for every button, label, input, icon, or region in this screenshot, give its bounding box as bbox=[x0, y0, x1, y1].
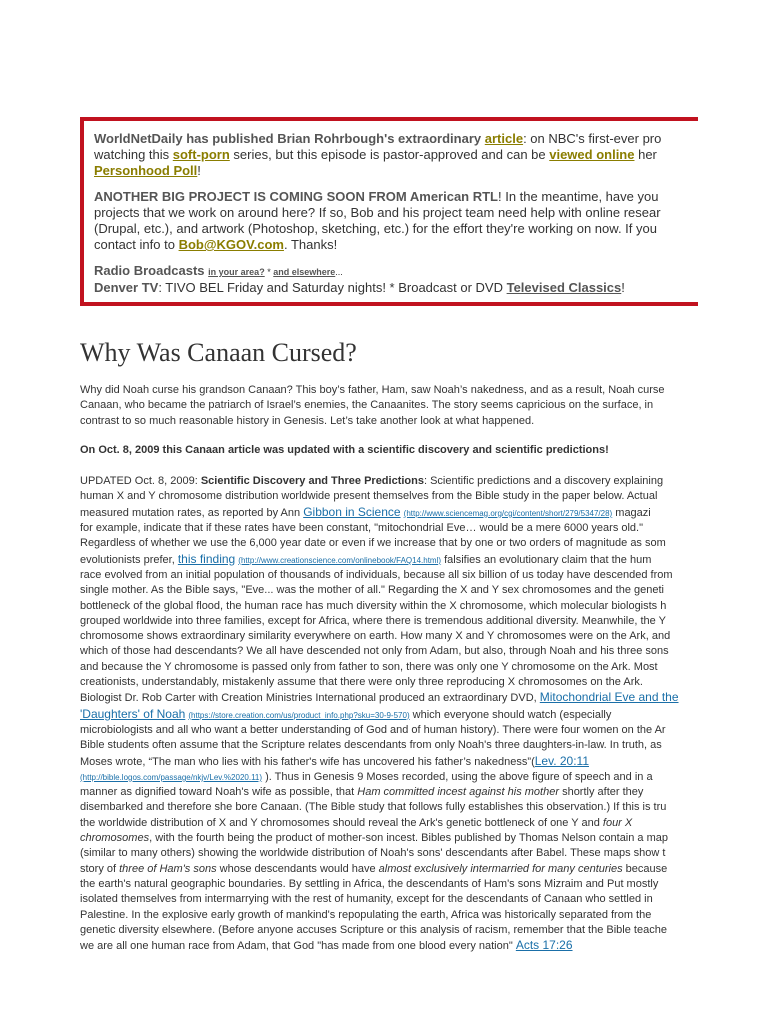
body-text: UPDATED Oct. 8, 2009: bbox=[80, 475, 201, 488]
announcement-text: : on NBC's first-ever pro bbox=[523, 131, 662, 146]
announcement-paragraph-3 bbox=[94, 263, 698, 296]
announcement-text: her bbox=[634, 147, 657, 162]
body-text: shortly after they bbox=[559, 786, 644, 799]
soft-porn-link[interactable]: soft-porn bbox=[172, 147, 230, 162]
announcement-text: ! bbox=[621, 280, 625, 295]
announcement-text: series, but this episode is pastor-approved and can be bbox=[229, 147, 550, 162]
acts-link[interactable]: Acts 17:26 bbox=[515, 938, 573, 953]
intro-line: Canaan, who became the patriarch of Israel’s enemies, the Canaanites. The story seems capricious on the surface, in bbox=[80, 399, 654, 412]
creation-store-url[interactable]: (https://store.creation.com/us/product_info.php?sku=30-9-570) bbox=[188, 710, 410, 720]
update-note: On Oct. 8, 2009 this Canaan article was updated with a scientific discovery and scientific predictions! bbox=[80, 443, 609, 456]
body-text: measured mutation rates, as reported by Ann bbox=[80, 506, 304, 519]
body-text: creationists, understandably, mistakenly assume that there were only three reproducing X chromosomes on the Ark. bbox=[80, 676, 643, 689]
section-heading: Scientific Discovery and Three Predictions bbox=[200, 475, 424, 488]
body-text: bottleneck of the global flood, the human race has much diversity within the X chromosome, which molecular biologists h bbox=[80, 599, 667, 612]
in-your-area-link[interactable]: in your area? bbox=[208, 267, 265, 277]
announcement-text: projects that we work on around here? If so, Bob and his project team need help with online resear bbox=[94, 205, 661, 220]
announcement-paragraph-2 bbox=[94, 189, 698, 253]
body-text: Biologist Dr. Rob Carter with Creation Ministries International produced an extraordinary DVD, bbox=[80, 692, 540, 705]
body-text: Bible students often assume that the Scripture relates descendants from only Noah's three daughters-in-law. In truth, as bbox=[80, 739, 662, 752]
announcement-text: (Drupal, etc.), and artwork (Photoshop, sketching, etc.) for the effort they're working on now. If you bbox=[94, 221, 657, 236]
body-text: story of bbox=[80, 862, 120, 875]
body-text: single mother. As the Bible says, "Eve... was the mother of all." Regarding the X and Y sex chromosomes and the geneti bbox=[80, 584, 665, 597]
this-finding-link[interactable]: this finding bbox=[177, 551, 236, 566]
body-text: (similar to many others) showing the worldwide distribution of Noah's sons' descendants after Babel. These maps show t bbox=[80, 847, 666, 860]
announcement-text: watching this bbox=[94, 147, 173, 162]
viewed-online-link[interactable]: viewed online bbox=[549, 147, 635, 162]
intro-line: contrast to so much reasonable history in Genesis. Let’s take another look at what happened. bbox=[80, 414, 535, 427]
body-text: Regardless of whether we use the 6,000 year date or even if we increase that by one or two orders of magnitude as som bbox=[80, 537, 666, 550]
body-text: and because the Y chromosome is passed only from father to son, there was only one Y chromosome on the Ark. Most bbox=[80, 660, 658, 673]
announcement-box bbox=[80, 117, 698, 306]
body-text: the worldwide distribution of X and Y chromosomes should reveal the Ark's genetic bottleneck of one Y and bbox=[80, 816, 603, 829]
radio-broadcasts-label: Radio Broadcasts bbox=[94, 263, 205, 278]
televised-classics-link[interactable]: Televised Classics bbox=[506, 280, 622, 295]
emphasis-text: almost exclusively intermarried for many centuries bbox=[378, 862, 623, 875]
body-text: whose descendants would have bbox=[216, 862, 379, 875]
emphasis-text: four X bbox=[602, 816, 633, 829]
creationscience-url[interactable]: (http://www.creationscience.com/onlinebook/FAQ14.html) bbox=[238, 555, 442, 565]
body-text: which of those had descendants? We all have descended not only from Adam, but also, through Noah and his three sons bbox=[80, 645, 669, 658]
announcement-text: : TIVO BEL Friday and Saturday nights! * Broadcast or DVD bbox=[158, 280, 507, 295]
body-text: human X and Y chromosome distribution worldwide present themselves from the Bible study in the paper below. Actual bbox=[80, 490, 658, 503]
emphasis-text: chromosomes bbox=[80, 832, 150, 845]
body-text: grouped worldwide into three families, except for Africa, where there is tremendous additional diversity. Meanwhile, the Y bbox=[80, 614, 666, 627]
daughters-of-noah-link[interactable]: 'Daughters' of Noah bbox=[80, 706, 186, 721]
leviticus-link[interactable]: Lev. 20:11 bbox=[534, 753, 589, 768]
body-text: magazi bbox=[612, 506, 651, 519]
body-text: disembarked and therefore she bore Canaan. (The Bible study that follows fully establishes this observation.) If this is tru bbox=[80, 801, 667, 814]
gibbon-science-link[interactable]: Gibbon in Science bbox=[303, 504, 401, 519]
emphasis-text: three of Ham's sons bbox=[119, 862, 217, 875]
announcement-paragraph-1 bbox=[94, 131, 698, 179]
body-text: the earth's natural geographic boundaries. By settling in Africa, the descendants of Ham's sons Mizraim and Put mostly bbox=[80, 877, 659, 890]
body-text: race evolved from an initial population of thousands of individuals, because all six billion of us today have descended from bbox=[80, 568, 673, 581]
body-text: because bbox=[622, 862, 668, 875]
ellipsis: ... bbox=[335, 267, 343, 277]
denver-tv-label: Denver TV bbox=[94, 280, 159, 295]
page-title: Why Was Canaan Cursed? bbox=[80, 338, 357, 367]
body-text: genetic diversity elsewhere. (Before anyone accuses Scripture or this analysis of racism, remember that the Bible teache bbox=[80, 923, 667, 936]
personhood-poll-link[interactable]: Personhood Poll bbox=[94, 163, 198, 178]
announcement-text: . Thanks! bbox=[283, 237, 338, 252]
separator: * bbox=[264, 267, 274, 277]
emphasis-text: Ham committed incest against his mother bbox=[357, 786, 560, 799]
announcement-text: ! In the meantime, have you bbox=[498, 189, 659, 204]
body-text: ). Thus in Genesis 9 Moses recorded, using the above figure of speech and in a bbox=[262, 770, 653, 783]
body-text: evolutionists prefer, bbox=[80, 553, 178, 566]
logos-bible-url[interactable]: (http://bible.logos.com/passage/nkjv/Lev.%2020.11) bbox=[80, 772, 263, 782]
body-text: Moses wrote, “The man who lies with his father's wife has uncovered his father’s nakedness”( bbox=[80, 755, 535, 768]
body-text: : Scientific predictions and a discovery explaining bbox=[423, 475, 664, 488]
body-text: for example, indicate that if these rates have been constant, "mitochondrial Eve… would be a mere 6000 years old." bbox=[80, 522, 644, 535]
body-text: chromosome shows extraordinary similarity everywhere on earth. How many X and Y chromosomes were on the Ark, and bbox=[80, 630, 671, 643]
article-body bbox=[80, 383, 698, 954]
announcement-text: contact info to bbox=[94, 237, 179, 252]
body-text: falsifies an evolutionary claim that the hum bbox=[441, 553, 652, 566]
body-text: manner as dignified toward Noah's wife as possible, that bbox=[80, 786, 358, 799]
body-text: isolated themselves from intermarrying with the rest of humanity, except for the descendants of Canaan who settled in bbox=[80, 893, 653, 906]
body-text: Palestine. In the explosive early growth of mankind's repopulating the earth, Africa was historically separated from the bbox=[80, 908, 652, 921]
mitochondrial-eve-link[interactable]: Mitochondrial Eve and the bbox=[539, 690, 679, 705]
announcement-text: WorldNetDaily has published Brian Rohrbough's extraordinary bbox=[94, 131, 485, 146]
body-text: microbiologists and all who want a better understanding of God and of human history). There were four women on the Ar bbox=[80, 723, 666, 736]
intro-line: Why did Noah curse his grandson Canaan? This boy’s father, Ham, saw Noah’s nakedness, and as a result, Noah curse bbox=[80, 384, 665, 396]
announcement-text: ! bbox=[197, 163, 201, 178]
announcement-heading: ANOTHER BIG PROJECT IS COMING SOON FROM American RTL bbox=[94, 189, 498, 204]
sciencemag-url[interactable]: (http://www.sciencemag.org/cgi/content/short/279/5347/28) bbox=[403, 508, 613, 518]
body-text: which everyone should watch (especially bbox=[409, 708, 612, 721]
article-link[interactable]: article bbox=[484, 131, 524, 146]
body-text: , with the fourth being the product of mother-son incest. Bibles published by Thomas Nelson contain a map bbox=[149, 832, 669, 845]
body-text: we are all one human race from Adam, that God "has made from one blood every nation" bbox=[80, 940, 516, 953]
elsewhere-link[interactable]: and elsewhere bbox=[273, 267, 336, 277]
email-link[interactable]: Bob@KGOV.com bbox=[178, 237, 284, 252]
